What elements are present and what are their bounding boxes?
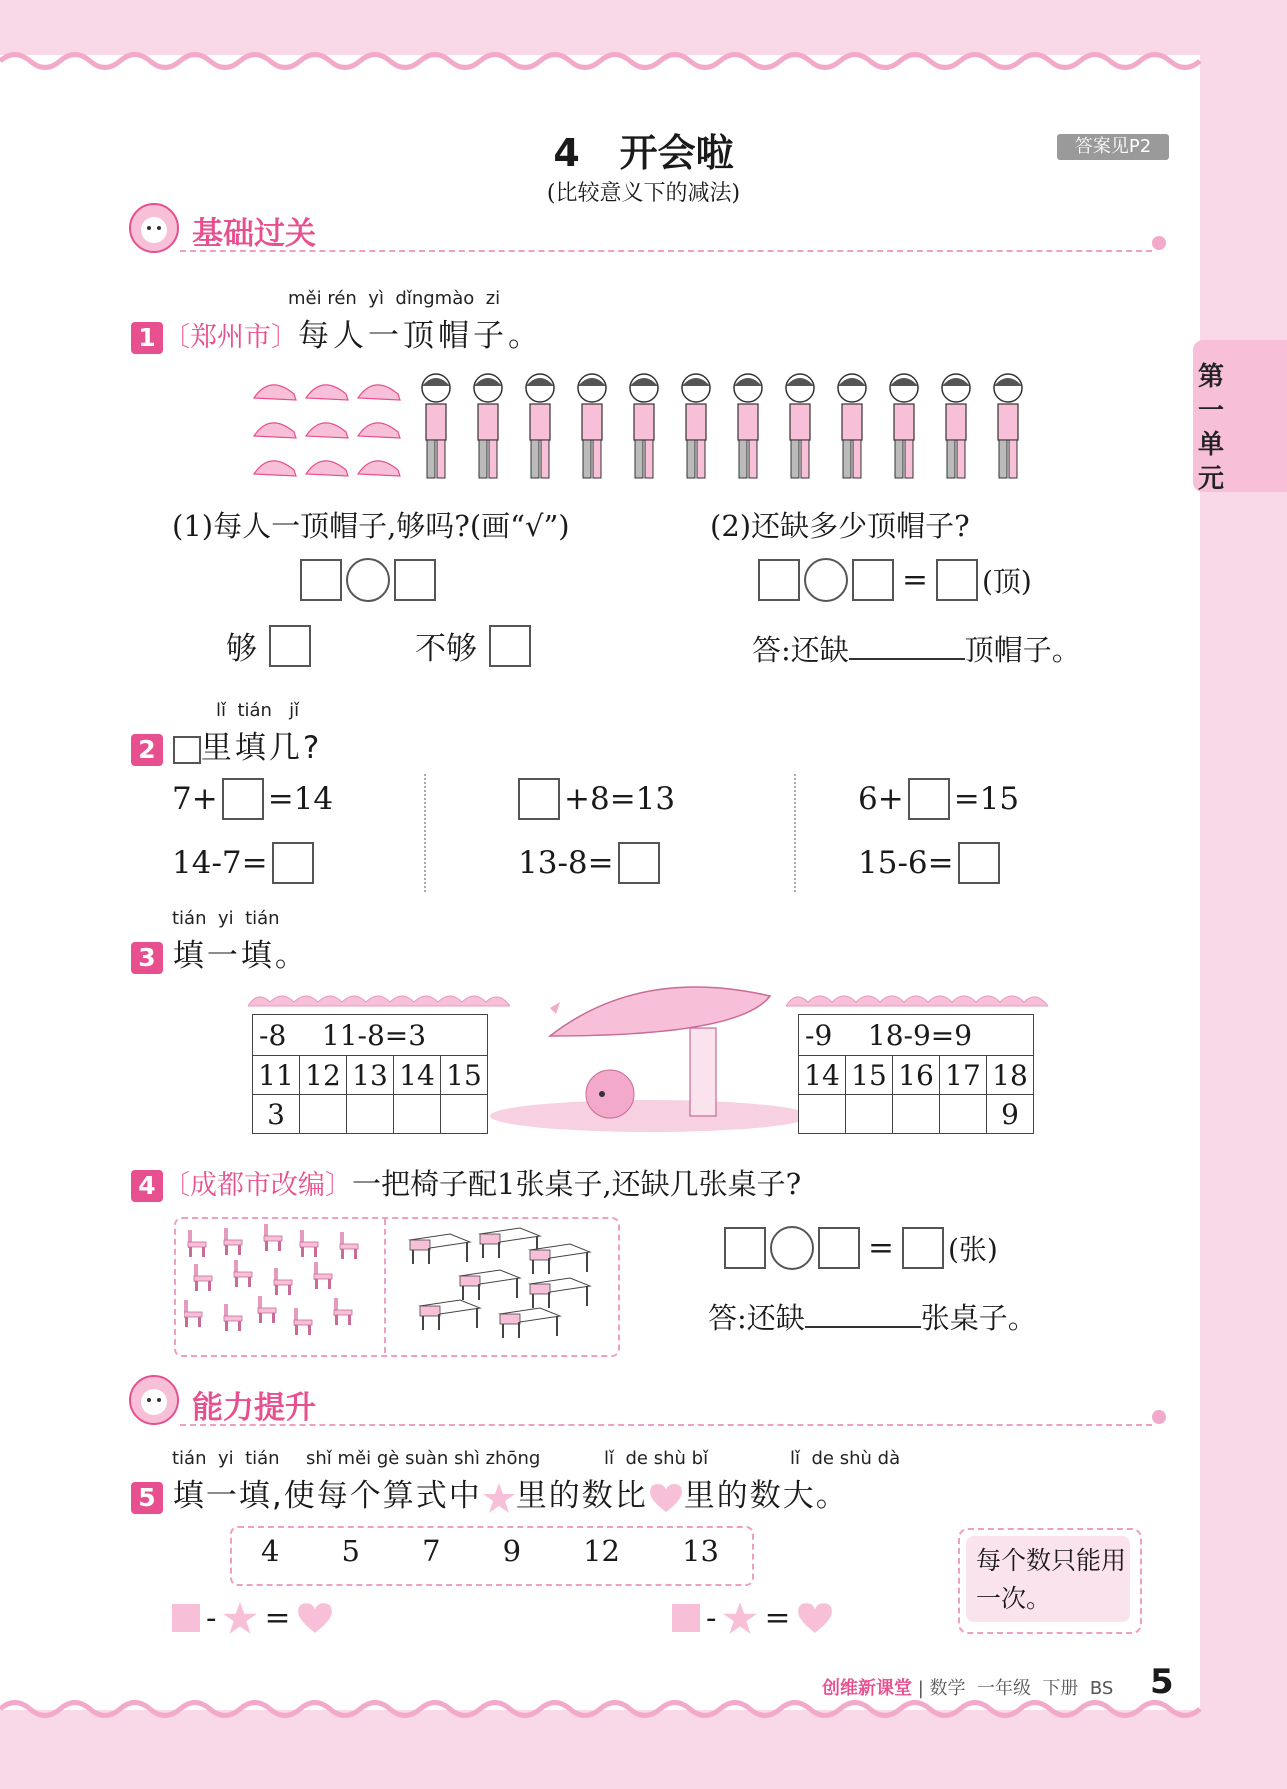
q3-t1-top-cell: 15 xyxy=(441,1056,488,1095)
q3-t2-top-cell: 14 xyxy=(799,1056,846,1095)
children-illustration xyxy=(418,372,1048,484)
q1-prompt xyxy=(131,310,543,355)
q1-eq-box-2[interactable] xyxy=(852,559,894,601)
q2-prompt xyxy=(131,722,322,767)
divider-dot-2 xyxy=(1152,1410,1166,1424)
q1-enough-checkbox[interactable] xyxy=(269,625,311,667)
q3-t1-bottom-cell[interactable] xyxy=(300,1095,347,1134)
q3-t1-bottom-cell[interactable] xyxy=(441,1095,488,1134)
q1-eq-equals: = xyxy=(902,562,928,598)
q2-divider-2 xyxy=(794,774,796,892)
q1-sub2: (2)还缺多少顶帽子? xyxy=(710,509,970,543)
star-icon xyxy=(482,1482,516,1514)
q2-c3-r2-box[interactable] xyxy=(958,842,1000,884)
q2-col1-row1: 7+ =14 xyxy=(172,778,333,820)
q3-t2-top-cell: 15 xyxy=(846,1056,893,1095)
lesson-number: 4 xyxy=(553,131,580,175)
table-row xyxy=(799,1095,1034,1134)
table-row xyxy=(253,1056,488,1095)
q3-t1-top-cell: 14 xyxy=(394,1056,441,1095)
q5-number-list xyxy=(230,1534,750,1568)
q3-t1-top-cell: 13 xyxy=(347,1056,394,1095)
q3-number: 3 xyxy=(131,942,163,974)
q2-pinyin: lǐ tián jǐ xyxy=(216,700,300,721)
q3-t1-bottom-cell[interactable] xyxy=(347,1095,394,1134)
q5-text-c: 里的数大。 xyxy=(683,1478,849,1514)
heart-icon xyxy=(648,1482,684,1514)
footer-brand: 创维新课堂 xyxy=(822,1678,912,1699)
q3-t1-bottom-cell: 3 xyxy=(253,1095,300,1134)
q1-text: 每人一顶帽子。 xyxy=(298,318,543,354)
q5-equation-2: - = xyxy=(672,1600,834,1636)
q3-t2-top-cell: 17 xyxy=(940,1056,987,1095)
q1-compare-circle[interactable] xyxy=(346,558,390,602)
q3-t2-example: 18-9=9 xyxy=(867,1018,973,1052)
q5-eq1-square[interactable] xyxy=(172,1604,200,1632)
mushroom-scene-illustration xyxy=(490,976,810,1136)
q5-text-a: 填一填,使每个算式中 xyxy=(172,1478,482,1514)
q2-col1-row2: 14-7= xyxy=(172,842,314,884)
q1-eq-unit: (顶) xyxy=(981,565,1032,598)
q3-t1-top-cell: 12 xyxy=(300,1056,347,1095)
q2-col3-row1: 6+ =15 xyxy=(858,778,1019,820)
q4-source: 〔成都市改编〕 xyxy=(163,1170,352,1201)
table-row xyxy=(799,1056,1034,1095)
q3-t2-bottom-cell: 9 xyxy=(987,1095,1034,1134)
q4-answer: 答:还缺 张桌子。 xyxy=(708,1296,1037,1337)
table-row xyxy=(253,1095,488,1134)
q3-prompt xyxy=(131,930,309,975)
page-number: 5 xyxy=(1150,1662,1174,1702)
q3-table-left xyxy=(252,1014,488,1134)
footer: 创维新课堂 | 数学 一年级 下册 BS xyxy=(822,1678,1114,1699)
q3-t2-bottom-cell[interactable] xyxy=(940,1095,987,1134)
section-advanced-divider xyxy=(180,1424,1152,1426)
q2-c3-r1-box[interactable] xyxy=(908,778,950,820)
q1-enough-row xyxy=(226,623,531,668)
answer-ref-badge: 答案见P2 xyxy=(1057,134,1169,160)
q1-not-enough-label: 不够 xyxy=(415,631,477,667)
q5-prompt xyxy=(131,1470,849,1515)
lesson-title-text: 开会啦 xyxy=(619,131,734,175)
q1-answer-blank[interactable] xyxy=(849,630,965,660)
unit-side-tab-label: 第一单元 xyxy=(1198,362,1225,494)
q4-number: 4 xyxy=(131,1170,163,1202)
list-item[interactable]: 12 xyxy=(583,1534,620,1568)
q4-eq-circle[interactable] xyxy=(770,1226,814,1270)
q1-equation-row xyxy=(758,558,1032,602)
q4-answer-blank[interactable] xyxy=(805,1298,921,1328)
list-item[interactable]: 5 xyxy=(341,1534,360,1568)
table-row xyxy=(253,1015,488,1056)
heart-icon[interactable] xyxy=(296,1601,334,1635)
q3-t2-bottom-cell[interactable] xyxy=(799,1095,846,1134)
q4-prompt xyxy=(131,1162,801,1203)
q5-pinyin-3: lǐ de shù bǐ xyxy=(604,1448,709,1469)
q3-t1-op: -8 xyxy=(259,1018,287,1052)
q1-eq-box-1[interactable] xyxy=(758,559,800,601)
top-wave-border xyxy=(0,48,1212,74)
footer-term: 下册 xyxy=(1042,1678,1079,1699)
list-item[interactable]: 7 xyxy=(422,1534,441,1568)
snow-frost-left xyxy=(248,990,510,1012)
q4-equation-row xyxy=(724,1226,998,1270)
q1-enough-label: 够 xyxy=(226,631,257,667)
list-item[interactable]: 4 xyxy=(261,1534,280,1568)
q2-box-symbol xyxy=(173,736,201,764)
q1-eq-result-box[interactable] xyxy=(936,559,978,601)
hats-illustration xyxy=(250,368,410,484)
q1-source: 〔郑州市〕 xyxy=(163,322,298,353)
desks-illustration xyxy=(400,1226,600,1346)
q4-eq-unit: (张) xyxy=(947,1233,998,1266)
q2-number: 2 xyxy=(131,734,163,766)
table-row xyxy=(799,1015,1034,1056)
star-icon[interactable] xyxy=(722,1601,758,1635)
q1-compare-box-left[interactable] xyxy=(300,559,342,601)
q3-t2-top-cell: 18 xyxy=(987,1056,1034,1095)
footer-subject: 数学 xyxy=(929,1678,966,1699)
q5-pinyin-2: shǐ měi gè suàn shì zhōng xyxy=(306,1448,541,1469)
q3-t2-bottom-cell[interactable] xyxy=(893,1095,940,1134)
star-icon[interactable] xyxy=(222,1601,258,1635)
q2-col2-row1: +8=13 xyxy=(518,778,675,820)
heart-icon[interactable] xyxy=(796,1601,834,1635)
section-basic-divider xyxy=(180,250,1152,252)
q1-eq-circle[interactable] xyxy=(804,558,848,602)
q5-pinyin: tián yi tián xyxy=(172,1448,280,1469)
q2-text: 里填几? xyxy=(200,730,323,766)
q2-col3-row2: 15-6= xyxy=(858,842,1000,884)
q5-number: 5 xyxy=(131,1482,163,1514)
section-mascot-icon-2 xyxy=(128,1374,180,1426)
section-mascot-icon xyxy=(128,202,180,254)
chairs-illustration xyxy=(184,1224,376,1348)
list-item[interactable]: 9 xyxy=(502,1534,522,1568)
q2-c1-r1-box[interactable] xyxy=(222,778,264,820)
list-item[interactable]: 13 xyxy=(682,1534,719,1568)
q5-note-text: 每个数只能用一次。 xyxy=(976,1546,1127,1613)
q1-answer: 答:还缺 顶帽子。 xyxy=(752,628,1081,669)
q3-t2-top-cell: 16 xyxy=(893,1056,940,1095)
q1-compare-row xyxy=(300,558,436,602)
q3-pinyin: tián yi tián xyxy=(172,908,280,929)
q1-not-enough-checkbox[interactable] xyxy=(489,625,531,667)
q3-table-right xyxy=(798,1014,1034,1134)
q5-text-b: 里的数比 xyxy=(515,1478,648,1514)
q5-equation-1: - = xyxy=(172,1600,334,1636)
q1-number: 1 xyxy=(131,322,163,354)
q2-col2-row2: 13-8= xyxy=(518,842,660,884)
q4-eq-box-2[interactable] xyxy=(818,1227,860,1269)
q3-t2-bottom-cell[interactable] xyxy=(846,1095,893,1134)
divider-dot xyxy=(1152,236,1166,250)
section-advanced-title: 能力提升 xyxy=(192,1390,316,1426)
q3-t1-example: 11-8=3 xyxy=(321,1018,427,1052)
q3-t1-top-cell: 11 xyxy=(253,1056,300,1095)
q2-c2-r1-box[interactable] xyxy=(518,778,560,820)
q2-c2-r2-box[interactable] xyxy=(618,842,660,884)
q4-picture-divider xyxy=(384,1219,386,1353)
section-basic-title: 基础过关 xyxy=(192,216,316,252)
q1-compare-box-right[interactable] xyxy=(394,559,436,601)
lesson-subtitle: (比较意义下的减法) xyxy=(546,181,741,206)
footer-edition: BS xyxy=(1089,1678,1114,1699)
footer-grade: 一年级 xyxy=(976,1678,1031,1699)
q1-sub1: (1)每人一顶帽子,够吗?(画“√”) xyxy=(172,509,570,543)
q2-c1-r2-box[interactable] xyxy=(272,842,314,884)
q4-eq-box-1[interactable] xyxy=(724,1227,766,1269)
q2-divider-1 xyxy=(424,774,426,892)
q3-t1-bottom-cell[interactable] xyxy=(394,1095,441,1134)
snow-frost-right xyxy=(786,990,1048,1012)
q3-t2-op: -9 xyxy=(805,1018,833,1052)
q1-pinyin: měi rén yì dǐngmào zi xyxy=(288,288,501,309)
q4-eq-result-box[interactable] xyxy=(902,1227,944,1269)
q3-text: 填一填。 xyxy=(172,938,309,974)
q4-eq-equals: = xyxy=(868,1230,894,1266)
q4-text: 一把椅子配1张桌子,还缺几张桌子? xyxy=(352,1167,802,1201)
q5-eq2-square[interactable] xyxy=(672,1604,700,1632)
q5-pinyin-4: lǐ de shù dà xyxy=(790,1448,901,1469)
